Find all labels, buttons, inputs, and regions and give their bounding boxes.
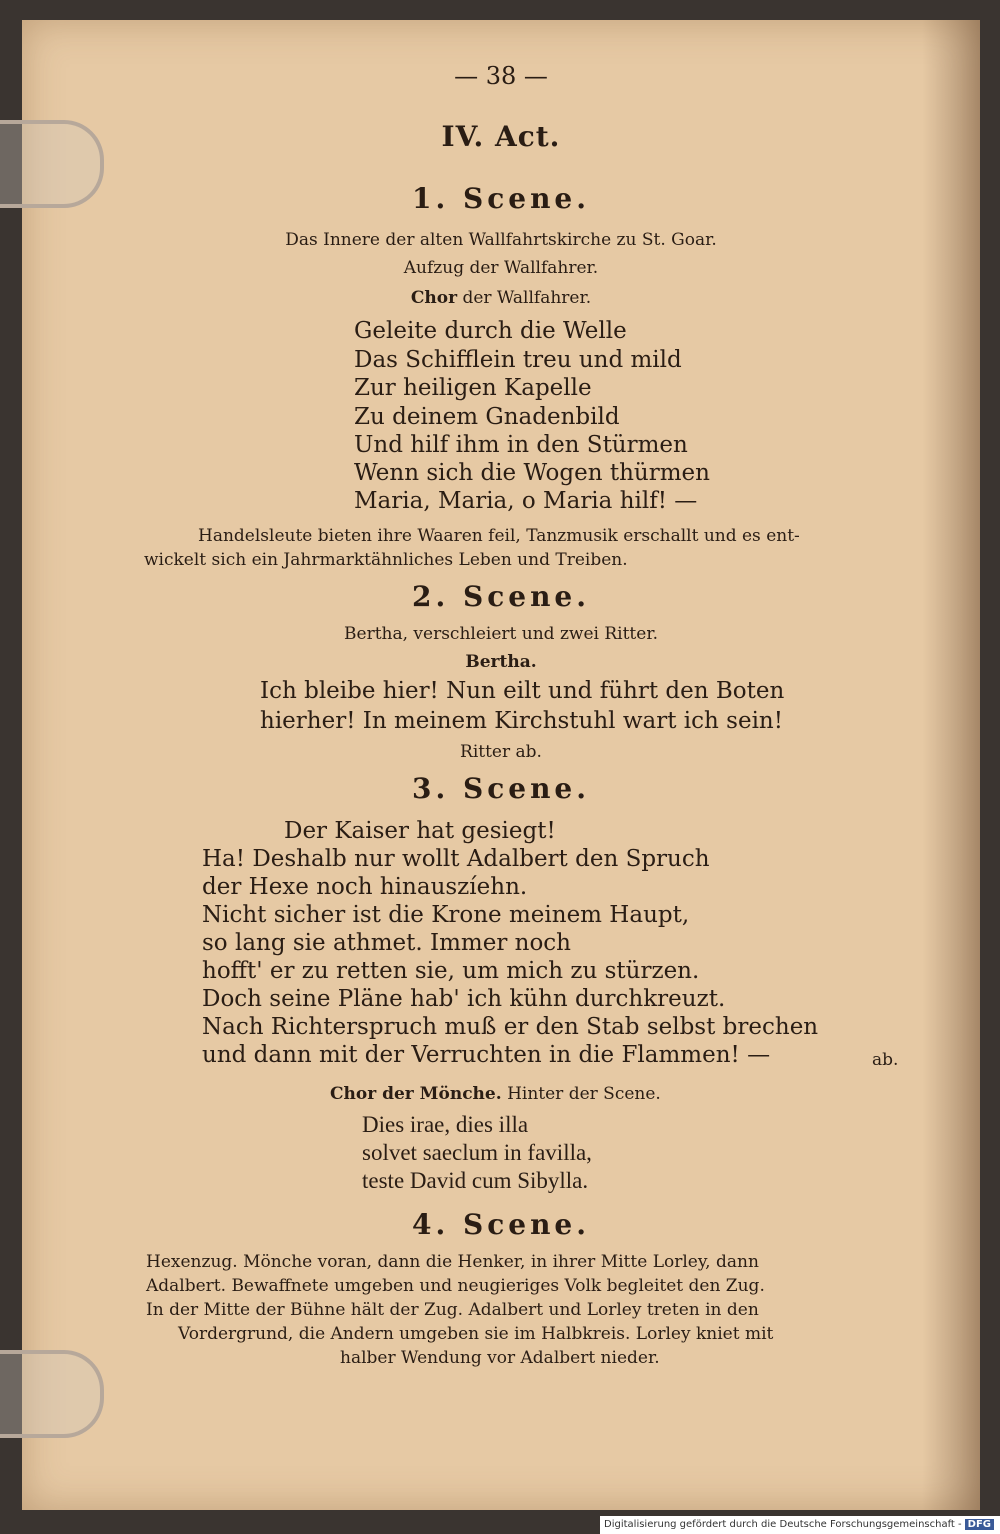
paper-clip-bottom	[0, 1350, 104, 1438]
chorus-direction: Hinter der Scene.	[507, 1084, 661, 1104]
scene-4-line: In der Mitte der Bühne hält der Zug. Adalbert und Lorley treten in den	[146, 1300, 759, 1320]
verse-line: Maria, Maria, o Maria hilf! —	[354, 488, 698, 514]
chorus-speaker: Chor der Mönche.	[330, 1084, 502, 1104]
dialogue-line: Ich bleibe hier! Nun eilt und führt den Boten	[260, 678, 785, 704]
scene-1-direction: Aufzug der Wallfahrer.	[403, 258, 599, 278]
chorus-heading	[330, 1084, 661, 1104]
dialogue-line: hierher! In meinem Kirchstuhl wart ich sein!	[260, 708, 783, 734]
scene-2-exit: Ritter ab.	[460, 742, 542, 762]
scene-3-title: 3. Scene.	[412, 772, 590, 805]
page-number: — 38 —	[454, 62, 548, 90]
act-title: IV. Act.	[441, 120, 561, 153]
speaker-suffix: der Wallfahrer.	[462, 288, 592, 308]
scene-4-line: Vordergrund, die Andern umgeben sie im Halbkreis. Lorley kniet mit	[178, 1324, 774, 1344]
speaker-name: Chor	[410, 288, 458, 308]
monologue-line: so lang sie athmet. Immer noch	[202, 930, 571, 956]
scene-4-line: Hexenzug. Mönche voran, dann die Henker, in ihrer Mitte Lorley, dann	[146, 1252, 759, 1272]
monologue-line: Ha! Deshalb nur wollt Adalbert den Spruch	[202, 846, 710, 872]
monologue-line: und dann mit der Verruchten in die Flammen! —	[202, 1042, 771, 1068]
footer-text: Digitalisierung gefördert durch die Deutsche Forschungsgemeinschaft -	[604, 1519, 962, 1530]
monologue-line: Doch seine Pläne hab' ich kühn durchkreuzt.	[202, 986, 726, 1012]
monologue-line: Nach Richterspruch muß er den Stab selbst brechen	[202, 1014, 819, 1040]
verse-line: Geleite durch die Welle	[354, 318, 627, 344]
scene-1-setting: Das Innere der alten Wallfahrtskirche zu St. Goar.	[285, 230, 717, 250]
book-page	[22, 20, 980, 1510]
scene-2-title: 2. Scene.	[412, 580, 590, 613]
latin-line: Dies irae, dies illa	[362, 1112, 529, 1137]
scene-2-setting: Bertha, verschleiert und zwei Ritter.	[344, 624, 658, 644]
verse-line: Zur heiligen Kapelle	[354, 375, 592, 401]
scene-1-title: 1. Scene.	[412, 182, 590, 215]
latin-line: teste David cum Sibylla.	[362, 1168, 589, 1193]
scene-4-line: Adalbert. Bewaffnete umgeben und neugieriges Volk begleitet den Zug.	[146, 1276, 765, 1296]
scene-3-exit: ab.	[872, 1050, 899, 1070]
stage-direction-line: Handelsleute bieten ihre Waaren feil, Tanzmusik erschallt und es ent-	[198, 526, 800, 546]
stage-direction-line: wickelt sich ein Jahrmarktähnliches Leben und Treiben.	[144, 550, 628, 570]
verse-line: Wenn sich die Wogen thürmen	[354, 460, 710, 486]
digitization-footer	[600, 1516, 1000, 1534]
scene-1-speaker	[22, 288, 980, 308]
verse-line: Zu deinem Gnadenbild	[354, 404, 620, 430]
dfg-logo: DFG	[965, 1519, 994, 1530]
monologue-line: der Hexe noch hinauszíehn.	[202, 874, 528, 900]
monologue-line: Nicht sicher ist die Krone meinem Haupt,	[202, 902, 690, 928]
monologue-line: Der Kaiser hat gesiegt!	[284, 818, 556, 844]
scene-4-title: 4. Scene.	[412, 1208, 590, 1241]
verse-line: Und hilf ihm in den Stürmen	[354, 432, 688, 458]
verse-line: Das Schifflein treu und mild	[354, 347, 682, 373]
scene-4-line: halber Wendung vor Adalbert nieder.	[340, 1348, 660, 1368]
monologue-line: hofft' er zu retten sie, um mich zu stürzen.	[202, 958, 700, 984]
scene-2-speaker: Bertha.	[465, 652, 537, 672]
latin-line: solvet saeclum in favilla,	[362, 1140, 592, 1165]
